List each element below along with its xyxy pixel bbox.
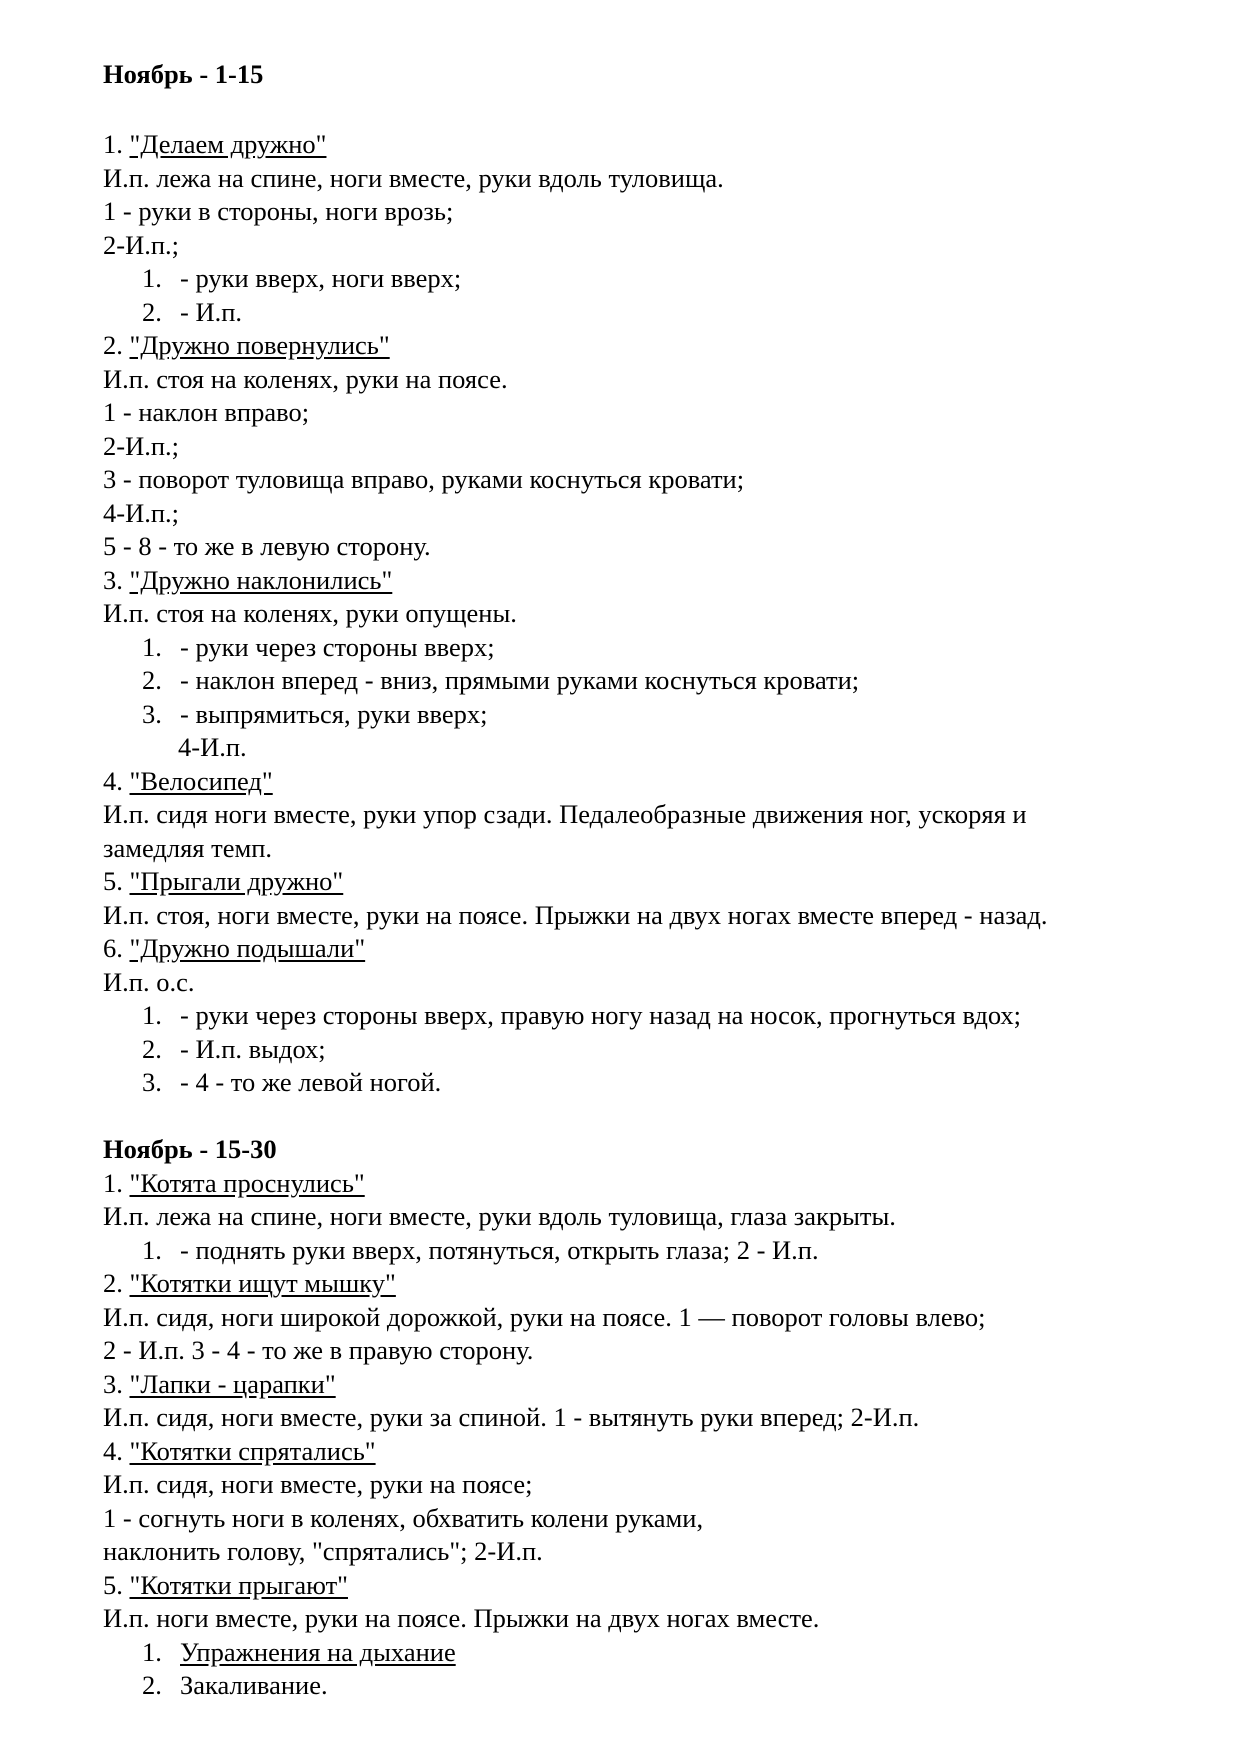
list-item: [142, 999, 1021, 1032]
list-item: [142, 1033, 326, 1066]
exercise-heading: [103, 1435, 376, 1468]
exercise-heading: [103, 765, 273, 798]
text-line: И.п. лежа на спине, ноги вместе, руки вдоль туловища, глаза закрыты.: [103, 1201, 896, 1231]
text-line: 2 - И.п. 3 - 4 - то же в правую сторону.: [103, 1335, 534, 1365]
list-item-text: Упражнения на дыхание: [180, 1637, 456, 1667]
list-item-text: - поднять руки вверх, потянуться, открыть глаза; 2 - И.п.: [180, 1235, 819, 1265]
exercise-number: 2.: [103, 330, 123, 360]
text-line: И.п. стоя на коленях, руки опущены.: [103, 598, 517, 628]
exercise-title: "Дружно повернулись": [129, 330, 390, 360]
text-line: И.п. ноги вместе, руки на поясе. Прыжки на двух ногах вместе.: [103, 1603, 820, 1633]
exercise-number: 6.: [103, 933, 123, 963]
exercise-heading: [103, 865, 343, 898]
exercise-heading: [103, 329, 390, 362]
exercise-number: 4.: [103, 766, 123, 796]
exercise-heading: [103, 932, 365, 965]
exercise-title: "Лапки - царапки": [129, 1369, 336, 1399]
exercise-number: 5.: [103, 866, 123, 896]
text-line: 4-И.п.;: [103, 498, 180, 528]
list-item: [142, 664, 859, 697]
exercise-number: 2.: [103, 1268, 123, 1298]
list-item-number: 1.: [142, 632, 162, 662]
list-item: [142, 1669, 328, 1702]
exercise-title: "Дружно наклонились": [129, 565, 393, 595]
list-item-text: - руки через стороны вверх, правую ногу назад на носок, прогнуться вдох;: [180, 1000, 1022, 1030]
section-2-title: Ноябрь - 15-30: [103, 1134, 277, 1164]
text-line: И.п. о.с.: [103, 967, 195, 997]
list-item: [142, 1066, 441, 1099]
list-item-number: 1.: [142, 263, 162, 293]
exercise-title: "Котятки прыгают": [129, 1570, 348, 1600]
list-item: [142, 1234, 819, 1267]
exercise-heading: [103, 1267, 396, 1300]
list-item-text: - 4 - то же левой ногой.: [180, 1067, 442, 1097]
text-line: 2-И.п.;: [103, 431, 180, 461]
text-line: 2-И.п.;: [103, 230, 180, 260]
text-line: И.п. стоя, ноги вместе, руки на поясе. Прыжки на двух ногах вместе вперед - назад.: [103, 900, 1048, 930]
section-1-title: Ноябрь - 1-15: [103, 59, 264, 89]
list-item-text: - И.п. выдох;: [180, 1034, 326, 1064]
list-item-number: 1.: [142, 1000, 162, 1030]
exercise-title: "Котята проснулись": [129, 1168, 365, 1198]
list-item-number: 1.: [142, 1235, 162, 1265]
exercise-title: "Котятки спрятались": [129, 1436, 376, 1466]
text-line: И.п. лежа на спине, ноги вместе, руки вдоль туловища.: [103, 163, 724, 193]
text-line: 1 - руки в стороны, ноги врозь;: [103, 196, 454, 226]
text-line: 3 - поворот туловища вправо, руками коснуться кровати;: [103, 464, 745, 494]
text-line: И.п. стоя на коленях, руки на поясе.: [103, 364, 508, 394]
list-item-number: 2.: [142, 1034, 162, 1064]
text-line: замедляя темп.: [103, 833, 273, 863]
text-line: 4-И.п.: [178, 732, 247, 762]
list-item: [142, 698, 488, 731]
list-item-number: 1.: [142, 1637, 162, 1667]
exercise-number: 1.: [103, 1168, 123, 1198]
exercise-number: 3.: [103, 565, 123, 595]
exercise-title: "Велосипед": [129, 766, 273, 796]
list-item: [142, 296, 242, 329]
text-line: 5 - 8 - то же в левую сторону.: [103, 531, 431, 561]
exercise-number: 3.: [103, 1369, 123, 1399]
text-line: И.п. сидя, ноги вместе, руки на поясе;: [103, 1469, 533, 1499]
list-item: [142, 262, 461, 295]
text-line: наклонить голову, "спрятались"; 2-И.п.: [103, 1536, 543, 1566]
exercise-title: "Дружно подышали": [129, 933, 366, 963]
exercise-title: "Котятки ищут мышку": [129, 1268, 396, 1298]
text-line: И.п. сидя ноги вместе, руки упор сзади. Педалеобразные движения ног, ускоряя и: [103, 799, 1027, 829]
list-item-text: - И.п.: [180, 297, 243, 327]
exercise-title: "Делаем дружно": [129, 129, 327, 159]
text-line: И.п. сидя, ноги широкой дорожкой, руки на поясе. 1 — поворот головы влево;: [103, 1302, 986, 1332]
list-item-number: 2.: [142, 1670, 162, 1700]
list-item-number: 2.: [142, 297, 162, 327]
list-item-number: 3.: [142, 1067, 162, 1097]
exercise-heading: [103, 564, 392, 597]
exercise-heading: [103, 128, 326, 161]
text-line: 1 - согнуть ноги в коленях, обхватить колени руками,: [103, 1503, 704, 1533]
exercise-number: 5.: [103, 1570, 123, 1600]
exercise-heading: [103, 1167, 365, 1200]
text-line: 1 - наклон вправо;: [103, 397, 310, 427]
exercise-title: "Прыгали дружно": [129, 866, 344, 896]
list-item-text: - руки вверх, ноги вверх;: [180, 263, 462, 293]
list-item: [142, 1636, 456, 1669]
list-item: [142, 631, 495, 664]
list-item-text: - руки через стороны вверх;: [180, 632, 495, 662]
list-item-text: - наклон вперед - вниз, прямыми руками коснуться кровати;: [180, 665, 860, 695]
text-line: И.п. сидя, ноги вместе, руки за спиной. 1 - вытянуть руки вперед; 2-И.п.: [103, 1402, 920, 1432]
list-item-number: 2.: [142, 665, 162, 695]
exercise-heading: [103, 1569, 348, 1602]
list-item-number: 3.: [142, 699, 162, 729]
exercise-number: 4.: [103, 1436, 123, 1466]
exercise-heading: [103, 1368, 336, 1401]
list-item-text: Закаливание.: [180, 1670, 328, 1700]
list-item-text: - выпрямиться, руки вверх;: [180, 699, 488, 729]
exercise-number: 1.: [103, 129, 123, 159]
